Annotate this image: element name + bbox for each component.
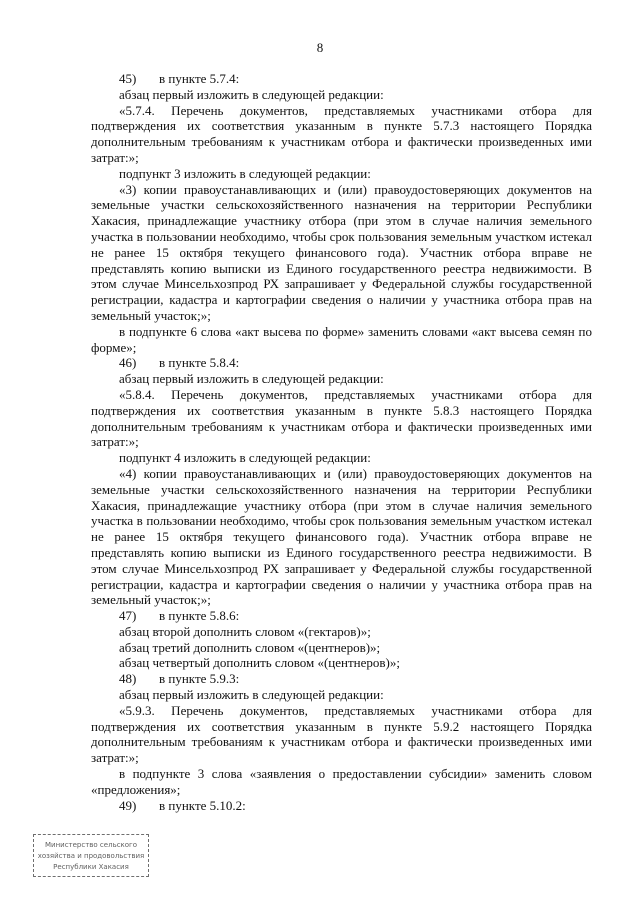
paragraph: «3) копии правоустанавливающих и (или) правоудостоверяющих документов на земельные участки сельскохозяйственного назначения на территории Республики Хакасия, принадлежащие участнику отбора (при этом в случае наличия земельного участка в пользовании необходимо, чтобы срок пользования земельным участком истекал не ранее 15 октября текущего финансового года). Участник отбора вправе не представлять копию выписки из Единого государственного реестра недвижимости. В этом случае Минсельхозпрод РХ запрашивает у Федеральной службы государственной регистрации, кадастра и картографии сведения о наличии у участника отбора прав на земельный участок;»; xyxy=(91,181,592,323)
paragraph: абзац четвертый дополнить словом «(центнеров)»; xyxy=(119,655,400,671)
paragraph: «5.7.4. Перечень документов, представляемых участниками отбора для подтверждения их соответствия указанным в пункте 5.7.3 настоящего Порядка дополнительным требованиям к участникам отбора и фактически произведенных ими затрат:»; xyxy=(91,102,592,165)
list-item-heading xyxy=(91,355,592,371)
item-text: в пункте 5.9.3: xyxy=(159,671,240,687)
list-item-heading xyxy=(91,71,592,87)
paragraph: в подпункте 3 слова «заявления о предоставлении субсидии» заменить словом «предложения»; xyxy=(91,766,592,797)
paragraph: абзац первый изложить в следующей редакции: xyxy=(119,687,384,703)
item-text: в пункте 5.7.4: xyxy=(159,71,240,86)
registration-stamp xyxy=(33,834,149,877)
paragraph: подпункт 3 изложить в следующей редакции: xyxy=(119,165,371,181)
list-item-heading xyxy=(91,671,592,687)
paragraph: в подпункте 6 слова «акт высева по форме» заменить словами «акт высева семян по форме»; xyxy=(91,323,592,355)
paragraph: «5.9.3. Перечень документов, представляемых участниками отбора для подтверждения их соответствия указанным в пункте 5.9.2 настоящего Порядка дополнительным требованиям к участникам отбора и фактически произведенных ими затрат:»; xyxy=(91,702,592,766)
paragraph: абзац третий дополнить словом «(центнеров)»; xyxy=(119,639,381,655)
list-item-heading xyxy=(91,798,592,814)
stamp-line-2: хозяйства и продовольствия xyxy=(37,852,145,860)
stamp-line-3: Республики Хакасия xyxy=(53,863,129,871)
paragraph: абзац второй дополнить словом «(гектаров)»; xyxy=(119,623,371,639)
list-item-heading xyxy=(91,608,592,624)
paragraph: подпункт 4 изложить в следующей редакции: xyxy=(119,450,371,466)
paragraph: абзац первый изложить в следующей редакции: xyxy=(119,371,384,387)
stamp-line-1: Министерство сельского xyxy=(44,841,138,849)
page-number: 8 xyxy=(316,40,324,55)
document-body xyxy=(91,71,592,813)
paragraph: абзац первый изложить в следующей редакции: xyxy=(119,86,384,102)
paragraph: «4) копии правоустанавливающих и (или) правоудостоверяющих документов на земельные участки сельскохозяйственного назначения на территории Республики Хакасия, принадлежащие участнику отбора (при этом в случае наличия земельного участка в пользовании необходимо, чтобы срок пользования земельным участком истекал не ранее 15 октября текущего финансового года). Участник отбора вправе не представлять копию выписки из Единого государственного реестра недвижимости. В этом случае Минсельхозпрод РХ запрашивает у Федеральной службы государственной регистрации, кадастра и картографии сведения о наличии у участника отбора прав на земельный участок;»; xyxy=(91,465,592,608)
item-number: 47) xyxy=(119,608,137,624)
item-number: 45) xyxy=(119,71,137,86)
item-text: в пункте 5.8.6: xyxy=(159,608,240,624)
item-text: в пункте 5.8.4: xyxy=(159,355,240,371)
item-text: в пункте 5.10.2: xyxy=(159,797,246,813)
paragraph: «5.8.4. Перечень документов, представляемых участниками отбора для подтверждения их соответствия указанным в пункте 5.8.3 настоящего Порядка дополнительным требованиям к участникам отбора и фактически произведенных ими затрат:»; xyxy=(91,386,592,450)
item-number: 48) xyxy=(119,671,137,687)
item-number: 49) xyxy=(119,797,137,813)
item-number: 46) xyxy=(119,355,137,371)
